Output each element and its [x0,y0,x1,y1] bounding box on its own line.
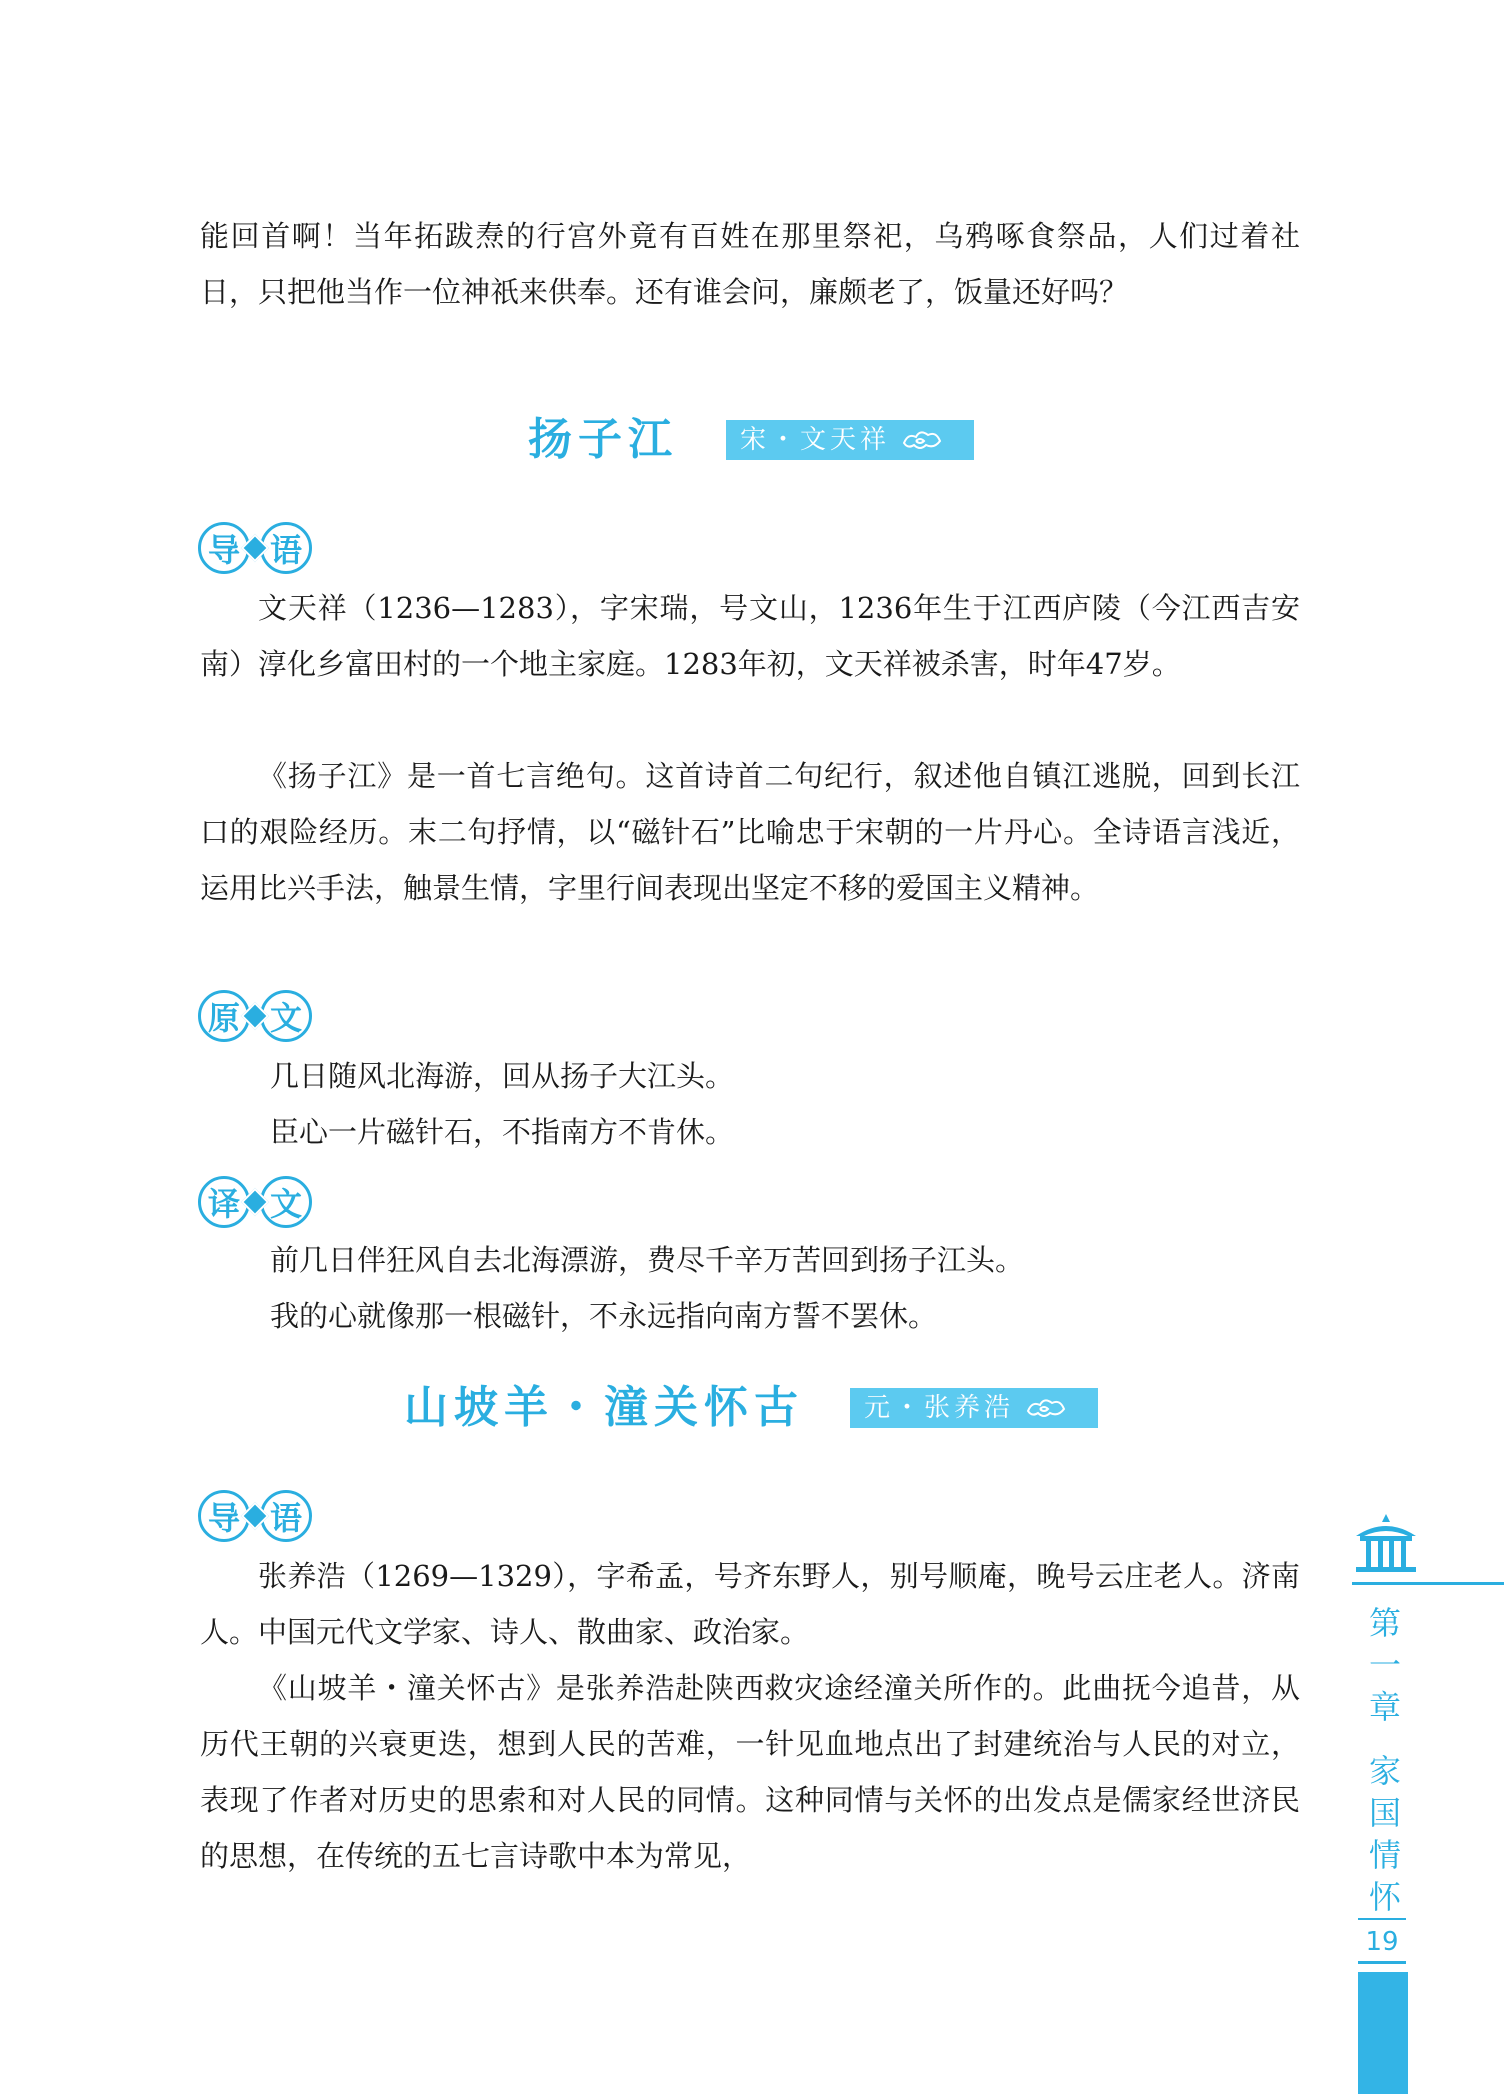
sidebar-accent-bar [1358,1972,1408,2094]
theme-char: 家 [1368,1752,1401,1790]
author-label: 宋・文天祥 [740,425,891,455]
badge-char: 文 [260,990,312,1042]
translation-badge [198,1176,312,1228]
theme-char: 情 [1368,1836,1401,1874]
intro-paragraph: 《山坡羊・潼关怀古》是张养浩赴陕西救灾途经潼关所作的。此曲抚今追昔，从历代王朝的兴衰更迭，想到人民的苦难，一针见血地点出了封建统治与人民的对立，表现了作者对历史的思索和对人民的同情。这种同情与关怀的出发点是儒家经世济民的思想，在传统的五七言诗歌中本为常见， [200,1671,1300,1873]
badge-char: 导 [198,1490,250,1542]
intro-badge [198,1490,312,1542]
theme-char: 怀 [1368,1878,1401,1916]
poem-title-yangzijiang: 扬子江 [528,414,678,465]
theme-char: 国 [1368,1794,1401,1832]
intro-badge [198,522,312,574]
chapter-char: 一 [1368,1646,1401,1684]
intro-paragraph: 张养浩（1269—1329），字希孟，号齐东野人，别号顺庵，晚号云庄老人。济南人。中国元代文学家、诗人、散曲家、政治家。 [200,1559,1300,1649]
intro-paragraph: 文天祥（1236—1283），字宋瑞，号文山，1236年生于江西庐陵（今江西吉安南）淳化乡富田村的一个地主家庭。1283年初，文天祥被杀害，时年47岁。 [200,591,1300,681]
badge-char: 译 [198,1176,250,1228]
intro-paragraph: 《扬子江》是一首七言绝句。这首诗首二句纪行，叙述他自镇江逃脱，回到长江口的艰险经历。末二句抒情，以“磁针石”比喻忠于宋朝的一片丹心。全诗语言浅近，运用比兴手法，触景生情，字里行间表现出坚定不移的爱国主义精神。 [200,759,1300,905]
translation-line: 前几日伴狂风自去北海漂游，费尽千辛万苦回到扬子江头。 [270,1243,1025,1277]
badge-char: 文 [260,1176,312,1228]
badge-char: 原 [198,990,250,1042]
continuation-paragraph: 能回首啊！当年拓跋焘的行宫外竟有百姓在那里祭祀，乌鸦啄食祭品，人们过着社日，只把他当作一位神祇来供奉。还有谁会问，廉颇老了，饭量还好吗？ [200,219,1300,309]
pavilion-icon [1350,1512,1422,1574]
poem-line: 臣心一片磁针石，不指南方不肯休。 [270,1115,735,1149]
author-label: 元・张养浩 [864,1393,1015,1423]
original-text-badge [198,990,312,1042]
page-number: 19 [1358,1918,1406,1964]
badge-char: 语 [260,1490,312,1542]
poem-line: 几日随风北海游，回从扬子大江头。 [270,1059,735,1093]
author-tag-zhang-yanghao [850,1388,1098,1428]
badge-char: 导 [198,522,250,574]
chapter-char: 第 [1368,1604,1401,1642]
poem-title-shanpoyang: 山坡羊・潼关怀古 [404,1382,804,1433]
sidebar-divider [1352,1582,1504,1585]
cloud-icon [1024,1397,1068,1419]
author-tag-wen-tianxiang [726,420,974,460]
cloud-icon [900,429,944,451]
translation-line: 我的心就像那一根磁针，不永远指向南方誓不罢休。 [270,1299,938,1333]
chapter-char: 章 [1368,1688,1401,1726]
badge-char: 语 [260,522,312,574]
